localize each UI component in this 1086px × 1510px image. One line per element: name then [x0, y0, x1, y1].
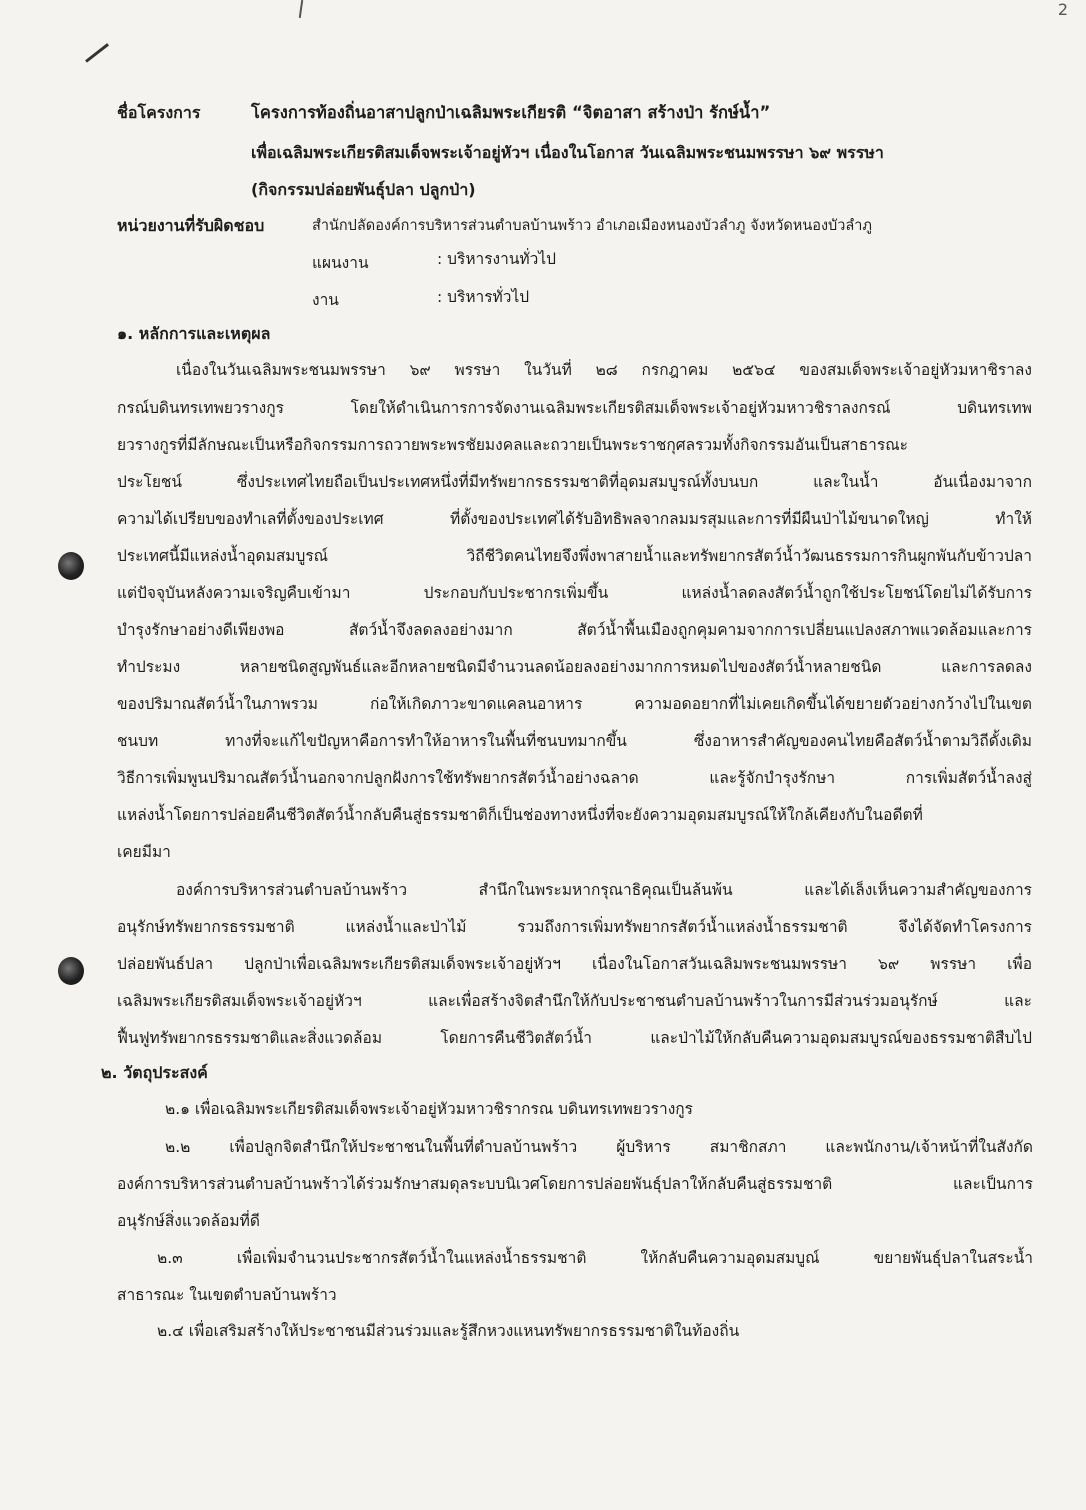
section1-line: ชนบท ทางที่จะแก้ไขปัญหาคือการทำให้อาหารในพื้นที่ชนบทมากขึ้น ซึ่งอาหารสำคัญของคนไทยคือสัตว์น้ำตามวิถีดั้งเดิม — [117, 732, 1032, 750]
project-title-line1: โครงการท้องถิ่นอาสาปลูกป่าเฉลิมพระเกียรติ “จิตอาสา สร้างป่า รักษ์น้ำ” — [251, 103, 771, 122]
work-value: : บริหารทั่วไป — [437, 288, 530, 306]
page-corner-number: 2 — [1057, 0, 1068, 19]
objective-2-2-line1: ๒.๒ เพื่อปลูกจิตสำนึกให้ประชาชนในพื้นที่ตำบลบ้านพร้าว ผู้บริหาร สมาชิกสภา และพนักงาน/เจ้าหน้าที่ในสังกัด — [165, 1138, 1033, 1156]
section1-line: ประโยชน์ ซึ่งประเทศไทยถือเป็นประเทศหนึ่งที่มีทรัพยากรธรรมชาติที่อุดมสมบูรณ์ทั้งบนบก และในน้ำ อันเนื่องมาจาก — [117, 473, 1032, 491]
section1-para2-line: องค์การบริหารส่วนตำบลบ้านพร้าว สำนึกในพระมหากรุณาธิคุณเป็นล้นพ้น และได้เล็งเห็นความสำคัญของการ — [176, 881, 1032, 899]
objective-2-3-line2: สาธารณะ ในเขตตำบลบ้านพร้าว — [117, 1286, 337, 1304]
section1-para2-line: ฟื้นฟูทรัพยากรธรรมชาติและสิ่งแวดล้อม โดยการคืนชีวิตสัตว์น้ำ และป่าไม้ให้กลับคืนความอุดมสมบูรณ์ของธรรมชาติสืบไป — [117, 1029, 1032, 1047]
project-title-line3: (กิจกรรมปล่อยพันธุ์ปลา ปลูกป่า) — [251, 180, 476, 199]
section1-line: ประเทศนี้มีแหล่งน้ำอุดมสมบูรณ์ วิถีชีวิตคนไทยจึงพึ่งพาสายน้ำและทรัพยากรสัตว์น้ำวัฒนธรรมการกินผูกพันกับข้าวปลา — [117, 547, 1032, 565]
section1-para2-line: ปล่อยพันธ์ปลา ปลูกป่าเพื่อเฉลิมพระเกียรติสมเด็จพระเจ้าอยู่หัวฯ เนื่องในโอกาสวันเฉลิมพระชนมพรรษา ๖๙ พรรษา เพื่อ — [117, 955, 1032, 973]
objective-2-4: ๒.๔ เพื่อเสริมสร้างให้ประชาชนมีส่วนร่วมและรู้สึกหวงแหนทรัพยากรธรรมชาติในท้องถิ่น — [157, 1322, 740, 1340]
section1-line: ของปริมาณสัตว์น้ำในภาพรวม ก่อให้เกิดภาวะขาดแคลนอาหาร ความอดอยากที่ไม่เคยเกิดขึ้นได้ขยายตัวอย่างกว้างไปในเขต — [117, 695, 1032, 713]
section1-line: กรณ์บดินทรเทพยวรางกูร โดยให้ดำเนินการการจัดงานเฉลิมพระเกียรติสมเด็จพระเจ้าอยู่หัวมหาวชิราลงกรณ์ บดินทรเทพ — [117, 399, 1032, 417]
section1-line: ทำประมง หลายชนิดสูญพันธ์และอีกหลายชนิดมีจำนวนลดน้อยลงอย่างมากการหมดไปของสัตว์น้ำหลายชนิด และการลดลง — [117, 658, 1032, 676]
pen-mark — [85, 43, 109, 63]
objective-2-2-line2: องค์การบริหารส่วนตำบลบ้านพร้าวได้ร่วมรักษาสมดุลระบบนิเวศโดยการปล่อยพันธุ์ปลาให้กลับคืนสู่ธรรมชาติ และเป็นการ — [117, 1175, 1033, 1193]
work-label: งาน — [312, 291, 339, 309]
section1-para2-line: อนุรักษ์ทรัพยากรธรรมชาติ แหล่งน้ำและป่าไม้ รวมถึงการเพิ่มทรัพยากรสัตว์น้ำแหล่งน้ำธรรมชาติ จึงได้จัดทำโครงการ — [117, 918, 1032, 936]
objective-2-1: ๒.๑ เพื่อเฉลิมพระเกียรติสมเด็จพระเจ้าอยู่หัวมหาวชิรากรณ บดินทรเทพยวรางกูร — [165, 1100, 693, 1118]
project-label: ชื่อโครงการ — [117, 103, 201, 122]
section1-line: ความได้เปรียบของทำเลที่ตั้งของประเทศ ที่ตั้งของประเทศได้รับอิทธิพลจากลมมรสุมและการที่มีผืนป่าไม้ขนาดใหญ่ ทำให้ — [117, 510, 1032, 528]
pen-mark-top — [299, 0, 303, 18]
section1-line: บำรุงรักษาอย่างดีเพียงพอ สัตว์น้ำจึงลดลงอย่างมาก สัตว์น้ำพื้นเมืองถูกคุมคามจากการเปลี่ยนแปลงสภาพแวดล้อมและการ — [117, 621, 1032, 639]
section1-line: วิธีการเพิ่มพูนปริมาณสัตว์น้ำนอกจากปลูกฝังการใช้ทรัพยากรสัตว์น้ำอย่างฉลาด และรู้จักบำรุงรักษา การเพิ่มสัตว์น้ำลงสู่ — [117, 769, 1032, 787]
section1-para2-line: เฉลิมพระเกียรติสมเด็จพระเจ้าอยู่หัวฯ และเพื่อสร้างจิตสำนึกให้กับประชาชนตำบลบ้านพร้าวในการมีส่วนร่วมอนุรักษ์ และ — [117, 992, 1032, 1010]
objective-2-2-line3: อนุรักษ์สิ่งแวดล้อมที่ดี — [117, 1212, 260, 1230]
section1-line: แต่ปัจจุบันหลังความเจริญคืบเข้ามา ประกอบกับประชากรเพิ่มขึ้น แหล่งน้ำลดลงสัตว์น้ำถูกใช้ประโยชน์โดยไม่ได้รับการ — [117, 584, 1032, 602]
section2-title: ๒. วัตถุประสงค์ — [101, 1063, 208, 1082]
section1-title: ๑. หลักการและเหตุผล — [117, 324, 271, 343]
agency-label: หน่วยงานที่รับผิดชอบ — [117, 216, 265, 235]
punch-hole-top — [58, 552, 84, 580]
project-title-line2: เพื่อเฉลิมพระเกียรติสมเด็จพระเจ้าอยู่หัวฯ เนื่องในโอกาส วันเฉลิมพระชนมพรรษา ๖๙ พรรษา — [251, 143, 884, 162]
section1-line: เนื่องในวันเฉลิมพระชนมพรรษา ๖๙ พรรษา ในวันที่ ๒๘ กรกฎาคม ๒๕๖๔ ของสมเด็จพระเจ้าอยู่หัวมหาชิราลง — [176, 361, 1032, 379]
section1-line: แหล่งน้ำโดยการปล่อยคืนชีวิตสัตว์น้ำกลับคืนสู่ธรรมชาติก็เป็นช่องทางหนึ่งที่จะยังความอุดมสมบูรณ์ให้ใกล้เคียงกับในอดีตที่ — [117, 806, 923, 824]
agency-value: สำนักปลัดองค์การบริหารส่วนตำบลบ้านพร้าว อำเภอเมืองหนองบัวลำภู จังหวัดหนองบัวลำภู — [312, 218, 872, 234]
section1-line: ยวรางกูรที่มีลักษณะเป็นหรือกิจกรรมการถวายพระพรชัยมงคลและถวายเป็นพระราชกุศลรวมทั้งกิจกรรมอันเป็นสาธารณะ — [117, 436, 908, 454]
punch-hole-bottom — [58, 957, 84, 985]
objective-2-3-line1: ๒.๓ เพื่อเพิ่มจำนวนประชากรสัตว์น้ำในแหล่งน้ำธรรมชาติ ให้กลับคืนความอุดมสมบูณ์ ขยายพันธุ์ปลาในสระน้ำ — [157, 1249, 1033, 1267]
division-label: แผนงาน — [312, 254, 369, 272]
division-value: : บริหารงานทั่วไป — [437, 250, 556, 268]
section1-line: เคยมีมา — [117, 843, 171, 861]
